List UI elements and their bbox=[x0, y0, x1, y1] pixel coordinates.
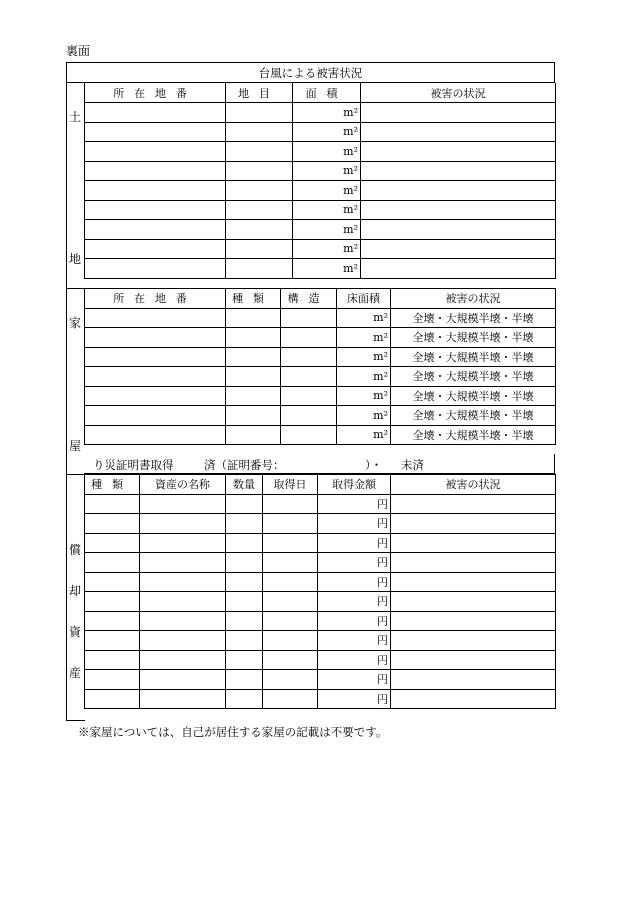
land-location-cell[interactable] bbox=[85, 103, 226, 123]
assets-type-cell[interactable] bbox=[85, 592, 140, 612]
assets-amount-cell[interactable]: 円 bbox=[318, 572, 391, 592]
assets-amount-cell[interactable]: 円 bbox=[318, 689, 391, 709]
house-type-cell[interactable] bbox=[226, 308, 281, 328]
house-header-location: 所在地番 bbox=[85, 289, 226, 309]
assets-date-cell[interactable] bbox=[263, 592, 318, 612]
assets-quantity-cell[interactable] bbox=[226, 514, 263, 534]
assets-row bbox=[85, 572, 556, 592]
land-damage-cell[interactable] bbox=[361, 122, 556, 142]
land-area-cell[interactable]: m² bbox=[293, 161, 361, 181]
assets-amount-cell[interactable]: 円 bbox=[318, 533, 391, 553]
assets-name-cell[interactable] bbox=[140, 670, 226, 690]
land-row bbox=[85, 220, 556, 240]
assets-type-cell[interactable] bbox=[85, 533, 140, 553]
assets-name-cell[interactable] bbox=[140, 611, 226, 631]
house-header-type: 種類 bbox=[226, 289, 281, 309]
house-damage-options[interactable]: 全壊・大規模半壊・半壊 bbox=[391, 406, 556, 426]
house-damage-options[interactable]: 全壊・大規模半壊・半壊 bbox=[391, 367, 556, 387]
land-header-category: 地目 bbox=[226, 83, 293, 103]
house-location-cell[interactable] bbox=[85, 328, 226, 348]
assets-damage-cell[interactable] bbox=[391, 631, 556, 651]
land-location-cell[interactable] bbox=[85, 161, 226, 181]
land-side-bottom-char: 地 bbox=[69, 252, 82, 266]
land-damage-cell[interactable] bbox=[361, 259, 556, 279]
house-header-structure: 構造 bbox=[281, 289, 337, 309]
assets-amount-cell[interactable]: 円 bbox=[318, 553, 391, 573]
house-damage-options[interactable]: 全壊・大規模半壊・半壊 bbox=[391, 328, 556, 348]
assets-quantity-cell[interactable] bbox=[226, 572, 263, 592]
land-damage-cell[interactable] bbox=[361, 142, 556, 162]
certificate-label: り災証明書取得 bbox=[93, 458, 174, 472]
assets-type-cell[interactable] bbox=[85, 689, 140, 709]
house-type-cell[interactable] bbox=[226, 328, 281, 348]
assets-side-char: 償 bbox=[69, 543, 82, 557]
assets-date-cell[interactable] bbox=[263, 553, 318, 573]
house-side-top-char: 家 bbox=[69, 316, 82, 330]
house-type-cell[interactable] bbox=[226, 367, 281, 387]
assets-amount-cell[interactable]: 円 bbox=[318, 592, 391, 612]
land-location-cell[interactable] bbox=[85, 239, 226, 259]
assets-quantity-cell[interactable] bbox=[226, 689, 263, 709]
land-location-cell[interactable] bbox=[85, 142, 226, 162]
assets-date-cell[interactable] bbox=[263, 572, 318, 592]
assets-header-name: 資産の名称 bbox=[140, 475, 226, 495]
land-row bbox=[85, 122, 556, 142]
assets-name-cell[interactable] bbox=[140, 572, 226, 592]
assets-quantity-cell[interactable] bbox=[226, 631, 263, 651]
certificate-close: ）・ bbox=[365, 458, 383, 472]
assets-side-char: 産 bbox=[69, 666, 82, 680]
house-location-cell[interactable] bbox=[85, 386, 226, 406]
assets-amount-cell[interactable]: 円 bbox=[318, 631, 391, 651]
land-area-cell[interactable]: m² bbox=[293, 239, 361, 259]
land-category-cell[interactable] bbox=[226, 142, 293, 162]
house-structure-cell[interactable] bbox=[281, 367, 337, 387]
land-row bbox=[85, 103, 556, 123]
land-location-cell[interactable] bbox=[85, 181, 226, 201]
house-row bbox=[85, 347, 556, 367]
assets-table bbox=[84, 474, 556, 709]
land-location-cell[interactable] bbox=[85, 122, 226, 142]
assets-damage-cell[interactable] bbox=[391, 650, 556, 670]
house-structure-cell[interactable] bbox=[281, 328, 337, 348]
assets-name-cell[interactable] bbox=[140, 533, 226, 553]
assets-amount-cell[interactable]: 円 bbox=[318, 514, 391, 534]
assets-quantity-cell[interactable] bbox=[226, 494, 263, 514]
house-floor-area-cell[interactable]: m² bbox=[337, 406, 391, 426]
assets-type-cell[interactable] bbox=[85, 514, 140, 534]
land-header-damage: 被害の状況 bbox=[361, 83, 556, 103]
assets-type-cell[interactable] bbox=[85, 494, 140, 514]
land-table bbox=[84, 83, 556, 279]
assets-header-damage: 被害の状況 bbox=[391, 475, 556, 495]
certificate-done: 済（証明番号： bbox=[204, 458, 285, 472]
land-row bbox=[85, 181, 556, 201]
page-label: 裏面 bbox=[66, 44, 91, 58]
assets-date-cell[interactable] bbox=[263, 514, 318, 534]
assets-type-cell[interactable] bbox=[85, 572, 140, 592]
assets-damage-cell[interactable] bbox=[391, 553, 556, 573]
house-row bbox=[85, 406, 556, 426]
assets-row bbox=[85, 650, 556, 670]
land-row bbox=[85, 259, 556, 279]
house-floor-area-cell[interactable]: m² bbox=[337, 308, 391, 328]
land-area-cell[interactable]: m² bbox=[293, 142, 361, 162]
house-floor-area-cell[interactable]: m² bbox=[337, 347, 391, 367]
assets-row bbox=[85, 689, 556, 709]
land-row bbox=[85, 200, 556, 220]
assets-amount-cell[interactable]: 円 bbox=[318, 611, 391, 631]
assets-row bbox=[85, 494, 556, 514]
land-damage-cell[interactable] bbox=[361, 161, 556, 181]
assets-type-cell[interactable] bbox=[85, 553, 140, 573]
assets-row bbox=[85, 611, 556, 631]
land-damage-cell[interactable] bbox=[361, 181, 556, 201]
land-damage-cell[interactable] bbox=[361, 239, 556, 259]
assets-row bbox=[85, 631, 556, 651]
assets-type-cell[interactable] bbox=[85, 650, 140, 670]
house-table bbox=[84, 288, 556, 445]
certificate-row bbox=[84, 454, 555, 474]
land-area-cell[interactable]: m² bbox=[293, 259, 361, 279]
assets-damage-cell[interactable] bbox=[391, 689, 556, 709]
house-row bbox=[85, 425, 556, 445]
house-header-floor-area: 床面積 bbox=[337, 289, 391, 309]
footnote: ※家屋については、自己が居住する家屋の記載は不要です。 bbox=[78, 725, 388, 739]
house-row bbox=[85, 328, 556, 348]
land-row bbox=[85, 239, 556, 259]
house-row bbox=[85, 308, 556, 328]
assets-damage-cell[interactable] bbox=[391, 592, 556, 612]
assets-row bbox=[85, 592, 556, 612]
assets-name-cell[interactable] bbox=[140, 494, 226, 514]
house-side-bottom-char: 屋 bbox=[69, 439, 82, 453]
house-location-cell[interactable] bbox=[85, 425, 226, 445]
certificate-not-done: 未済 bbox=[401, 458, 424, 472]
house-location-cell[interactable] bbox=[85, 308, 226, 328]
assets-row bbox=[85, 670, 556, 690]
house-damage-options[interactable]: 全壊・大規模半壊・半壊 bbox=[391, 386, 556, 406]
assets-row bbox=[85, 553, 556, 573]
land-row bbox=[85, 161, 556, 181]
house-location-cell[interactable] bbox=[85, 406, 226, 426]
land-damage-cell[interactable] bbox=[361, 103, 556, 123]
house-row bbox=[85, 367, 556, 387]
land-header-row bbox=[85, 83, 556, 103]
assets-name-cell[interactable] bbox=[140, 631, 226, 651]
house-location-cell[interactable] bbox=[85, 367, 226, 387]
assets-date-cell[interactable] bbox=[263, 670, 318, 690]
land-category-cell[interactable] bbox=[226, 259, 293, 279]
house-floor-area-cell[interactable]: m² bbox=[337, 328, 391, 348]
land-side-top-char: 土 bbox=[69, 110, 82, 124]
form-title: 台風による被害状況 bbox=[66, 62, 555, 83]
house-row bbox=[85, 386, 556, 406]
land-category-cell[interactable] bbox=[226, 161, 293, 181]
assets-amount-cell[interactable]: 円 bbox=[318, 494, 391, 514]
assets-date-cell[interactable] bbox=[263, 533, 318, 553]
house-damage-options[interactable]: 全壊・大規模半壊・半壊 bbox=[391, 425, 556, 445]
house-structure-cell[interactable] bbox=[281, 308, 337, 328]
assets-header-acquired-date: 取得日 bbox=[263, 475, 318, 495]
house-type-cell[interactable] bbox=[226, 425, 281, 445]
assets-date-cell[interactable] bbox=[263, 494, 318, 514]
assets-damage-cell[interactable] bbox=[391, 494, 556, 514]
assets-quantity-cell[interactable] bbox=[226, 553, 263, 573]
assets-damage-cell[interactable] bbox=[391, 533, 556, 553]
house-header-row bbox=[85, 289, 556, 309]
assets-damage-cell[interactable] bbox=[391, 572, 556, 592]
assets-name-cell[interactable] bbox=[140, 650, 226, 670]
assets-quantity-cell[interactable] bbox=[226, 533, 263, 553]
land-category-cell[interactable] bbox=[226, 239, 293, 259]
assets-quantity-cell[interactable] bbox=[226, 670, 263, 690]
house-structure-cell[interactable] bbox=[281, 406, 337, 426]
house-structure-cell[interactable] bbox=[281, 347, 337, 367]
house-type-cell[interactable] bbox=[226, 386, 281, 406]
assets-amount-cell[interactable]: 円 bbox=[318, 650, 391, 670]
assets-damage-cell[interactable] bbox=[391, 514, 556, 534]
land-area-cell[interactable]: m² bbox=[293, 200, 361, 220]
assets-quantity-cell[interactable] bbox=[226, 611, 263, 631]
land-category-cell[interactable] bbox=[226, 200, 293, 220]
assets-date-cell[interactable] bbox=[263, 611, 318, 631]
land-category-cell[interactable] bbox=[226, 181, 293, 201]
assets-row bbox=[85, 514, 556, 534]
house-type-cell[interactable] bbox=[226, 406, 281, 426]
house-floor-area-cell[interactable]: m² bbox=[337, 367, 391, 387]
land-location-cell[interactable] bbox=[85, 220, 226, 240]
house-location-cell[interactable] bbox=[85, 347, 226, 367]
assets-quantity-cell[interactable] bbox=[226, 592, 263, 612]
land-header-location: 所在地番 bbox=[85, 83, 226, 103]
assets-quantity-cell[interactable] bbox=[226, 650, 263, 670]
house-type-cell[interactable] bbox=[226, 347, 281, 367]
assets-header-amount: 取得金額 bbox=[318, 475, 391, 495]
assets-type-cell[interactable] bbox=[85, 670, 140, 690]
land-area-cell[interactable]: m² bbox=[293, 122, 361, 142]
house-damage-options[interactable]: 全壊・大規模半壊・半壊 bbox=[391, 308, 556, 328]
assets-header-quantity: 数量 bbox=[226, 475, 263, 495]
assets-name-cell[interactable] bbox=[140, 553, 226, 573]
land-category-cell[interactable] bbox=[226, 103, 293, 123]
house-damage-options[interactable]: 全壊・大規模半壊・半壊 bbox=[391, 347, 556, 367]
land-location-cell[interactable] bbox=[85, 259, 226, 279]
land-category-cell[interactable] bbox=[226, 122, 293, 142]
assets-damage-cell[interactable] bbox=[391, 611, 556, 631]
assets-side-char: 却 bbox=[69, 584, 82, 598]
assets-date-cell[interactable] bbox=[263, 650, 318, 670]
land-area-cell[interactable]: m² bbox=[293, 181, 361, 201]
assets-date-cell[interactable] bbox=[263, 631, 318, 651]
assets-damage-cell[interactable] bbox=[391, 670, 556, 690]
assets-type-cell[interactable] bbox=[85, 631, 140, 651]
assets-amount-cell[interactable]: 円 bbox=[318, 670, 391, 690]
land-category-cell[interactable] bbox=[226, 220, 293, 240]
land-location-cell[interactable] bbox=[85, 200, 226, 220]
assets-name-cell[interactable] bbox=[140, 592, 226, 612]
assets-row bbox=[85, 533, 556, 553]
house-structure-cell[interactable] bbox=[281, 425, 337, 445]
assets-side-char: 資 bbox=[69, 625, 82, 639]
house-structure-cell[interactable] bbox=[281, 386, 337, 406]
land-header-area: 面積 bbox=[293, 83, 361, 103]
house-header-damage: 被害の状況 bbox=[391, 289, 556, 309]
land-damage-cell[interactable] bbox=[361, 220, 556, 240]
assets-header-row bbox=[85, 475, 556, 495]
assets-type-cell[interactable] bbox=[85, 611, 140, 631]
assets-date-cell[interactable] bbox=[263, 689, 318, 709]
land-area-cell[interactable]: m² bbox=[293, 103, 361, 123]
assets-name-cell[interactable] bbox=[140, 514, 226, 534]
house-floor-area-cell[interactable]: m² bbox=[337, 425, 391, 445]
land-damage-cell[interactable] bbox=[361, 200, 556, 220]
land-row bbox=[85, 142, 556, 162]
land-area-cell[interactable]: m² bbox=[293, 220, 361, 240]
assets-name-cell[interactable] bbox=[140, 689, 226, 709]
house-floor-area-cell[interactable]: m² bbox=[337, 386, 391, 406]
assets-header-type: 種類 bbox=[85, 475, 140, 495]
